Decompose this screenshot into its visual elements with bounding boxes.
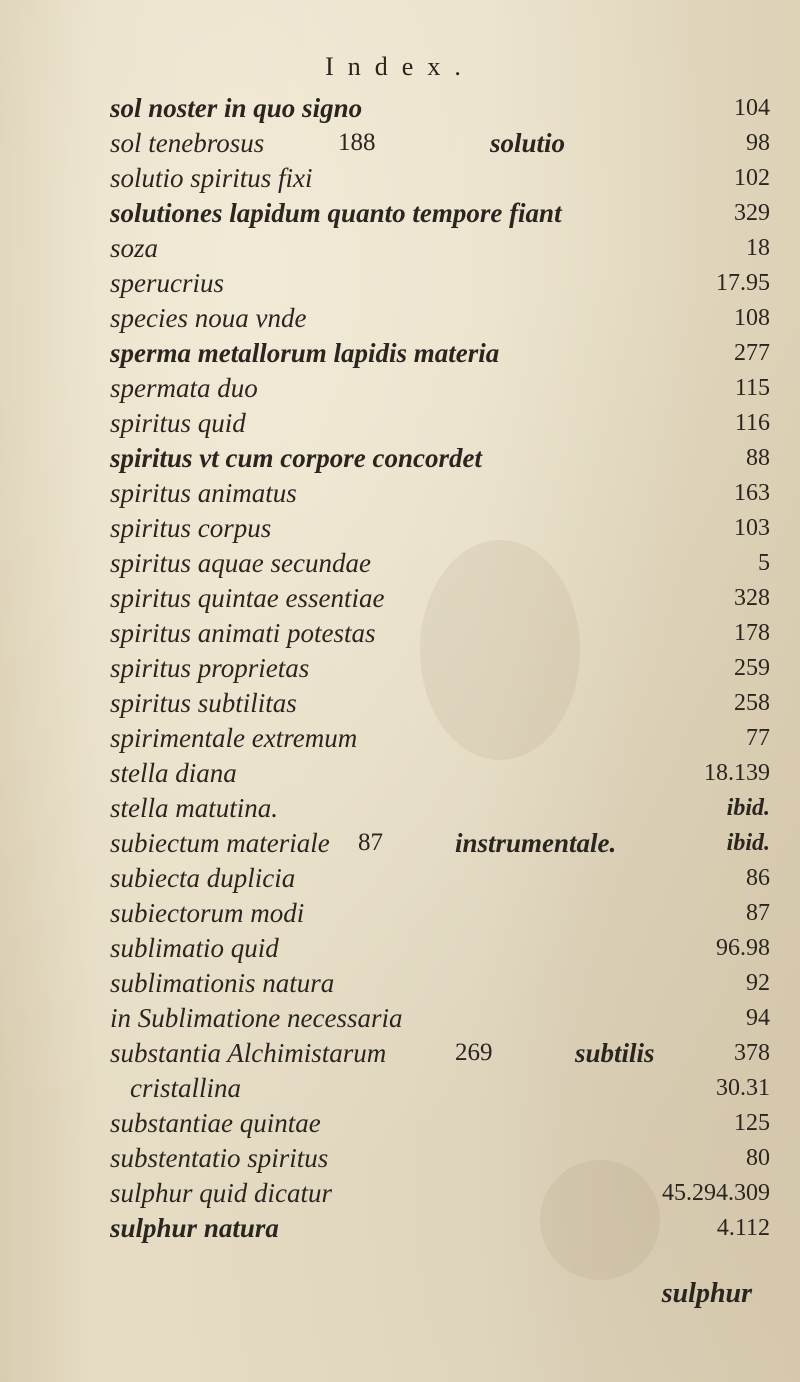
index-entry	[0, 333, 800, 373]
page-number: 80	[746, 1145, 770, 1171]
index-subterm: instrumentale.	[455, 828, 617, 858]
index-entry	[0, 263, 800, 303]
index-term: spiritus subtilitas	[110, 688, 297, 718]
index-entry	[0, 228, 800, 268]
index-term: sublimationis natura	[110, 968, 335, 998]
page-number: 108	[734, 305, 770, 331]
index-term: sublimatio quid	[110, 933, 279, 963]
inner-page-number: 269	[455, 1039, 493, 1066]
index-term: spiritus aquae secundae	[110, 548, 371, 578]
index-entry	[0, 858, 800, 898]
index-entry	[0, 963, 800, 1003]
index-term: substentatio spiritus	[110, 1143, 329, 1173]
index-term: substantiae quintae	[110, 1108, 321, 1138]
index-term: stella matutina.	[110, 793, 278, 823]
page-number: 88	[746, 445, 770, 471]
index-term: spiritus animati potestas	[110, 618, 376, 648]
index-entry	[0, 298, 800, 338]
index-term: stella diana	[110, 758, 237, 788]
index-entry	[0, 508, 800, 548]
index-entry	[0, 543, 800, 583]
index-term: spiritus vt cum corpore concordet	[110, 443, 482, 473]
index-term: spiritus quid	[110, 408, 246, 438]
index-term: sol tenebrosus	[110, 128, 265, 158]
index-entry	[0, 123, 800, 163]
index-entry	[0, 1068, 800, 1108]
page-number: ibid.	[726, 795, 770, 821]
index-entry	[0, 473, 800, 513]
page-number: 96.98	[716, 935, 770, 961]
page-number: 277	[734, 340, 770, 366]
page-number: 102	[734, 165, 770, 191]
page-number: 163	[734, 480, 770, 506]
page-number: 4.112	[716, 1215, 770, 1241]
page-number: 103	[734, 515, 770, 541]
page-number: 125	[734, 1110, 770, 1136]
page-number: 104	[734, 95, 770, 121]
catchword: sulphur	[661, 1278, 752, 1309]
index-entry	[0, 648, 800, 688]
page-number: 328	[734, 585, 770, 611]
index-entry	[0, 753, 800, 793]
index-entry	[0, 788, 800, 828]
index-entry	[0, 823, 800, 863]
page-number: ibid.	[726, 830, 770, 856]
page-number: 115	[734, 375, 770, 401]
index-term: sperma metallorum lapidis materia	[110, 338, 500, 368]
index-term: species noua vnde	[110, 303, 307, 333]
page-number: 5	[758, 550, 770, 576]
page-number: 98	[746, 130, 770, 156]
page-number: 77	[746, 725, 770, 751]
index-term: sulphur quid dicatur	[110, 1178, 333, 1208]
page-number: 116	[734, 410, 770, 436]
index-subterm: solutio	[490, 128, 566, 158]
page-number: 378	[734, 1040, 770, 1066]
index-term: solutiones lapidum quanto tempore fiant	[110, 198, 562, 228]
page-number: 94	[746, 1005, 770, 1031]
index-term: solutio spiritus fixi	[110, 163, 313, 193]
index-term: spermata duo	[110, 373, 258, 403]
page-number: 18	[746, 235, 770, 261]
index-entry	[0, 1103, 800, 1143]
index-entry	[0, 1173, 800, 1213]
index-term: subiectorum modi	[110, 898, 305, 928]
index-term: cristallina	[130, 1073, 242, 1103]
page-number: 92	[746, 970, 770, 996]
page-number: 45.294.309	[662, 1180, 770, 1206]
index-entry	[0, 718, 800, 758]
index-entry	[0, 88, 800, 128]
page-number: 86	[746, 865, 770, 891]
page-number: 259	[734, 655, 770, 681]
index-term: sol noster in quo signo	[110, 93, 363, 123]
index-entry	[0, 158, 800, 198]
index-term: soza	[110, 233, 159, 263]
index-entry	[0, 928, 800, 968]
index-entry	[0, 683, 800, 723]
index-entry	[0, 613, 800, 653]
index-entry	[0, 893, 800, 933]
index-term: spiritus proprietas	[110, 653, 310, 683]
index-entry	[0, 403, 800, 443]
index-term: sperucrius	[110, 268, 224, 298]
page-number: 30.31	[716, 1075, 770, 1101]
page-number: 18.139	[704, 760, 770, 786]
index-term: subiecta duplicia	[110, 863, 296, 893]
index-term: spiritus animatus	[110, 478, 297, 508]
index-entry	[0, 1033, 800, 1073]
index-entry	[0, 1208, 800, 1248]
index-entry	[0, 1138, 800, 1178]
index-term: spiritus corpus	[110, 513, 272, 543]
page-header: Index.	[325, 52, 475, 81]
index-term: sulphur natura	[110, 1213, 279, 1243]
inner-page-number: 87	[358, 829, 383, 856]
index-entry	[0, 438, 800, 478]
index-entry	[0, 578, 800, 618]
index-term: in Sublimatione necessaria	[110, 1003, 403, 1033]
page-number: 178	[734, 620, 770, 646]
index-entry	[0, 193, 800, 233]
page-number: 329	[734, 200, 770, 226]
page-number: 87	[746, 900, 770, 926]
index-entry	[0, 368, 800, 408]
index-term: spirimentale extremum	[110, 723, 358, 753]
index-term: substantia Alchimistarum	[110, 1038, 387, 1068]
index-term: spiritus quintae essentiae	[110, 583, 385, 613]
page-number: 258	[734, 690, 770, 716]
inner-page-number: 188	[338, 129, 376, 156]
index-term: subiectum materiale	[110, 828, 330, 858]
index-subterm: subtilis	[575, 1038, 655, 1068]
index-entry	[0, 998, 800, 1038]
page-number: 17.95	[716, 270, 770, 296]
